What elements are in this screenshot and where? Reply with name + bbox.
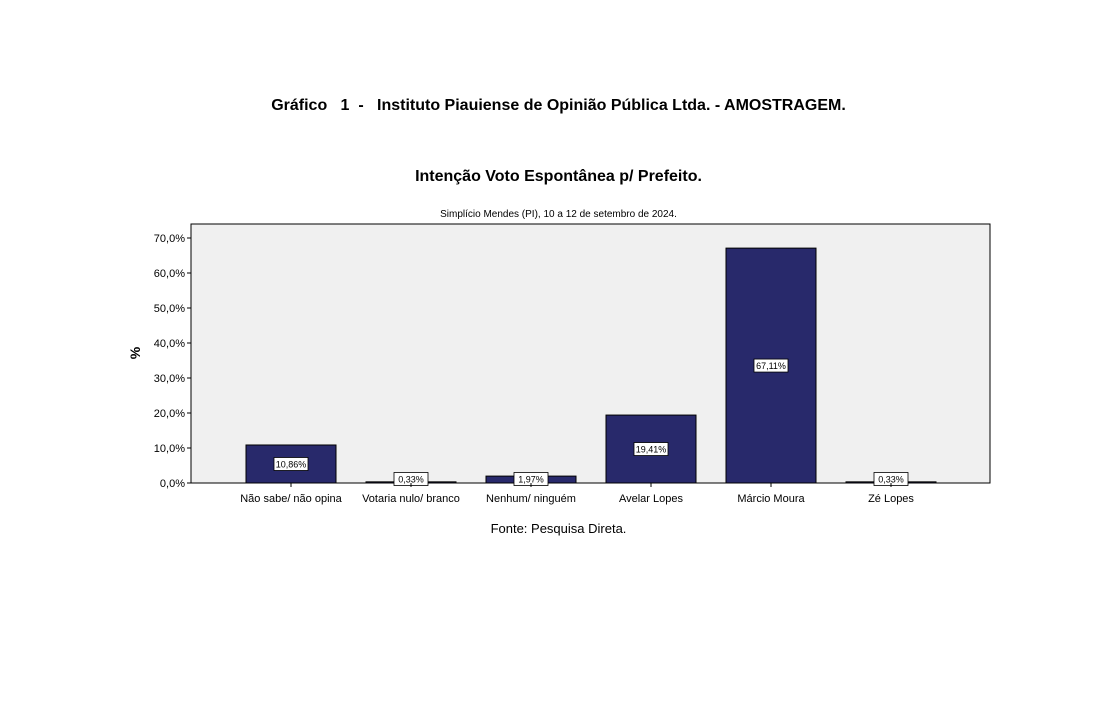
y-tick-label: 10,0% xyxy=(153,443,185,455)
source-note: Fonte: Pesquisa Direta. xyxy=(490,521,627,536)
y-axis-label: % xyxy=(127,346,143,360)
chart-title: Intenção Voto Espontânea p/ Prefeito. xyxy=(415,168,702,185)
plot-area xyxy=(191,224,990,483)
y-tick-label: 50,0% xyxy=(153,303,185,315)
chart-subtitle: Simplício Mendes (PI), 10 a 12 de setembro de 2024. xyxy=(440,209,677,220)
y-tick-label: 60,0% xyxy=(153,268,185,280)
x-tick-label: Não sabe/ não opina xyxy=(240,493,342,505)
y-tick-label: 0,0% xyxy=(159,478,185,490)
x-tick-label: Nenhum/ ninguém xyxy=(486,493,576,505)
x-tick-label: Zé Lopes xyxy=(868,493,914,505)
data-label: 67,11% xyxy=(756,361,786,372)
data-label: 10,86% xyxy=(275,459,307,470)
data-label: 0,33% xyxy=(878,474,904,485)
data-label: 1,97% xyxy=(518,474,544,485)
y-tick-label: 70,0% xyxy=(153,233,185,245)
x-tick-label: Votaria nulo/ branco xyxy=(362,493,460,505)
x-tick-label: Márcio Moura xyxy=(737,493,805,505)
y-tick-label: 40,0% xyxy=(153,338,185,350)
y-tick-label: 30,0% xyxy=(153,373,185,385)
data-label: 19,41% xyxy=(635,444,667,455)
y-tick-label: 20,0% xyxy=(153,408,185,420)
x-tick-label: Avelar Lopes xyxy=(618,493,684,505)
document-title: Gráfico 1 - Instituto Piauiense de Opinião Pública Ltda. - AMOSTRAGEM. xyxy=(271,97,846,114)
data-label: 0,33% xyxy=(398,474,424,485)
